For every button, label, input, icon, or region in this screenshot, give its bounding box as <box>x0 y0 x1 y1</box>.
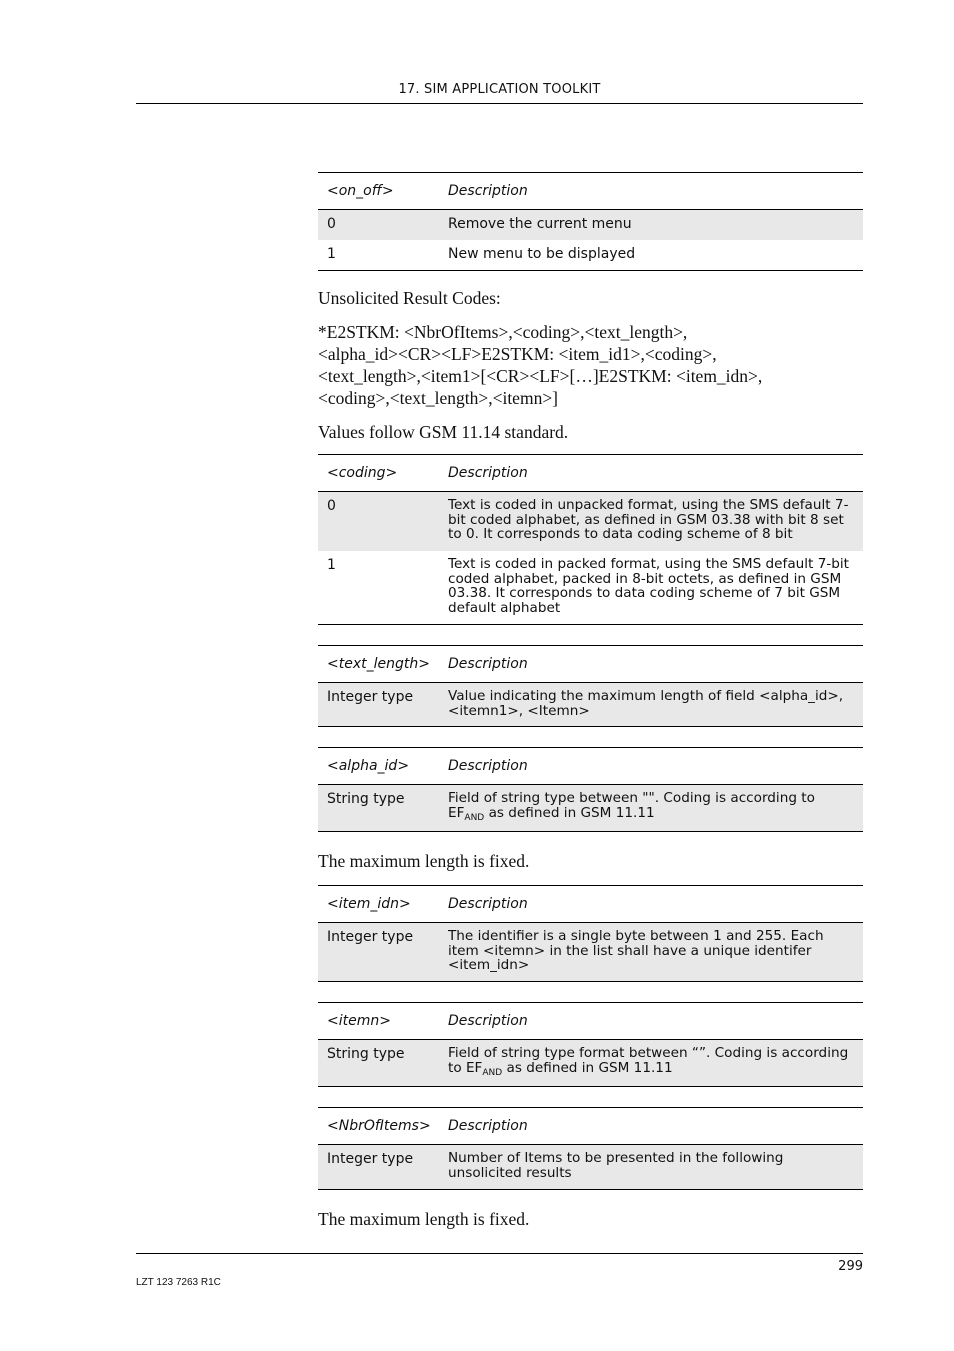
description-text: as defined in GSM 11.11 <box>484 804 655 821</box>
table-row <box>318 210 863 240</box>
table-header <box>318 1108 863 1145</box>
max-length-note: The maximum length is fixed. <box>318 851 530 871</box>
alpha-id-table <box>318 747 863 832</box>
row-value: Integer type <box>327 1151 414 1167</box>
description-header: Description <box>448 758 528 774</box>
table-row <box>318 1040 863 1086</box>
table-header <box>318 1003 863 1040</box>
table-row <box>318 1145 863 1189</box>
row-value: 1 <box>327 557 336 573</box>
table-header <box>318 748 863 785</box>
values-follow-text: Values follow GSM 11.14 standard. <box>318 422 569 442</box>
table-header <box>318 173 863 210</box>
on-off-table <box>318 172 863 271</box>
page-header-title: 17. SIM APPLICATION TOOLKIT <box>398 82 601 97</box>
description-header: Description <box>448 896 528 912</box>
unsolicited-heading: Unsolicited Result Codes: <box>318 288 501 308</box>
unsolicited-codes <box>318 321 863 409</box>
row-description: Remove the current menu <box>448 216 632 232</box>
row-description: Text is coded in packed format, using the SMS default 7-bit coded alphabet, packed in 8-bit octets, as defined in GSM 03.38. It corresponds to data coding scheme of 7 bit GSM default alphabet <box>448 556 849 616</box>
document-id: LZT 123 7263 R1C <box>136 1277 221 1288</box>
max-length-note: The maximum length is fixed. <box>318 1209 530 1229</box>
coding-table <box>318 454 863 625</box>
description-text: as defined in GSM 11.11 <box>502 1059 673 1076</box>
table-row <box>318 683 863 726</box>
description-header: Description <box>448 1118 528 1134</box>
param-header: <item_idn> <box>327 896 411 912</box>
row-description: New menu to be displayed <box>448 246 636 262</box>
text-length-table <box>318 645 863 727</box>
row-description <box>448 1040 863 1086</box>
table-header <box>318 646 863 683</box>
row-description: The identifier is a single byte between 1 and 255. Each item <itemn> in the list shall have a unique identifer <item_idn> <box>448 928 824 974</box>
page-content <box>318 172 863 1230</box>
row-description: Text is coded in unpacked format, using the SMS default 7-bit coded alphabet, as defined in GSM 03.38 with bit 8 set to 0. It corresponds to data coding scheme of 8 bit <box>448 497 849 543</box>
description-text: Field of string type between "". Coding is according to EF <box>448 790 815 821</box>
table-row <box>318 492 863 551</box>
unsolicited-line: <alpha_id><CR><LF>E2STKM: <item_id1>,<coding>, <box>318 344 717 364</box>
description-text: Field of string type format between “”. Coding is according to EF <box>448 1045 849 1076</box>
itemn-table <box>318 1002 863 1087</box>
table-spacer <box>318 982 863 1002</box>
row-value: String type <box>327 1046 405 1062</box>
param-header: <itemn> <box>327 1013 391 1029</box>
row-value: String type <box>327 791 405 807</box>
table-spacer <box>318 727 863 747</box>
description-header: Description <box>448 465 528 481</box>
description-header: Description <box>448 656 528 672</box>
param-header: <on_off> <box>327 183 394 199</box>
unsolicited-line: *E2STKM: <NbrOfItems>,<coding>,<text_length>, <box>318 322 688 342</box>
param-header: <text_length> <box>327 656 430 672</box>
row-value: Integer type <box>327 689 414 705</box>
unsolicited-line: <coding>,<text_length>,<itemn>] <box>318 388 559 408</box>
table-spacer <box>318 1087 863 1107</box>
row-description: Value indicating the maximum length of field <alpha_id>, <itemn1>, <Itemn> <box>448 688 844 719</box>
table-header <box>318 886 863 923</box>
row-value: 0 <box>327 498 336 514</box>
table-row <box>318 551 863 624</box>
description-header: Description <box>448 1013 528 1029</box>
table-row <box>318 923 863 981</box>
description-header: Description <box>448 183 528 199</box>
table-row <box>318 240 863 270</box>
row-value: Integer type <box>327 929 414 945</box>
param-header: <NbrOfItems> <box>327 1118 431 1134</box>
header-rule <box>136 103 863 104</box>
item-idn-table <box>318 885 863 982</box>
nbrofitems-table <box>318 1107 863 1190</box>
subscript-text: AND <box>464 812 485 823</box>
row-value: 1 <box>327 246 336 262</box>
page-number: 299 <box>838 1259 863 1274</box>
param-header: <coding> <box>327 465 398 481</box>
row-description <box>448 785 863 831</box>
row-description: Number of Items to be presented in the following unsolicited results <box>448 1150 784 1181</box>
unsolicited-line: <text_length>,<item1>[<CR><LF>[…]E2STKM: <item_idn>, <box>318 366 763 386</box>
table-spacer <box>318 625 863 645</box>
param-header: <alpha_id> <box>327 758 410 774</box>
table-header <box>318 455 863 492</box>
footer-rule <box>136 1253 863 1254</box>
subscript-text: AND <box>482 1067 503 1078</box>
row-value: 0 <box>327 216 336 232</box>
table-row <box>318 785 863 831</box>
